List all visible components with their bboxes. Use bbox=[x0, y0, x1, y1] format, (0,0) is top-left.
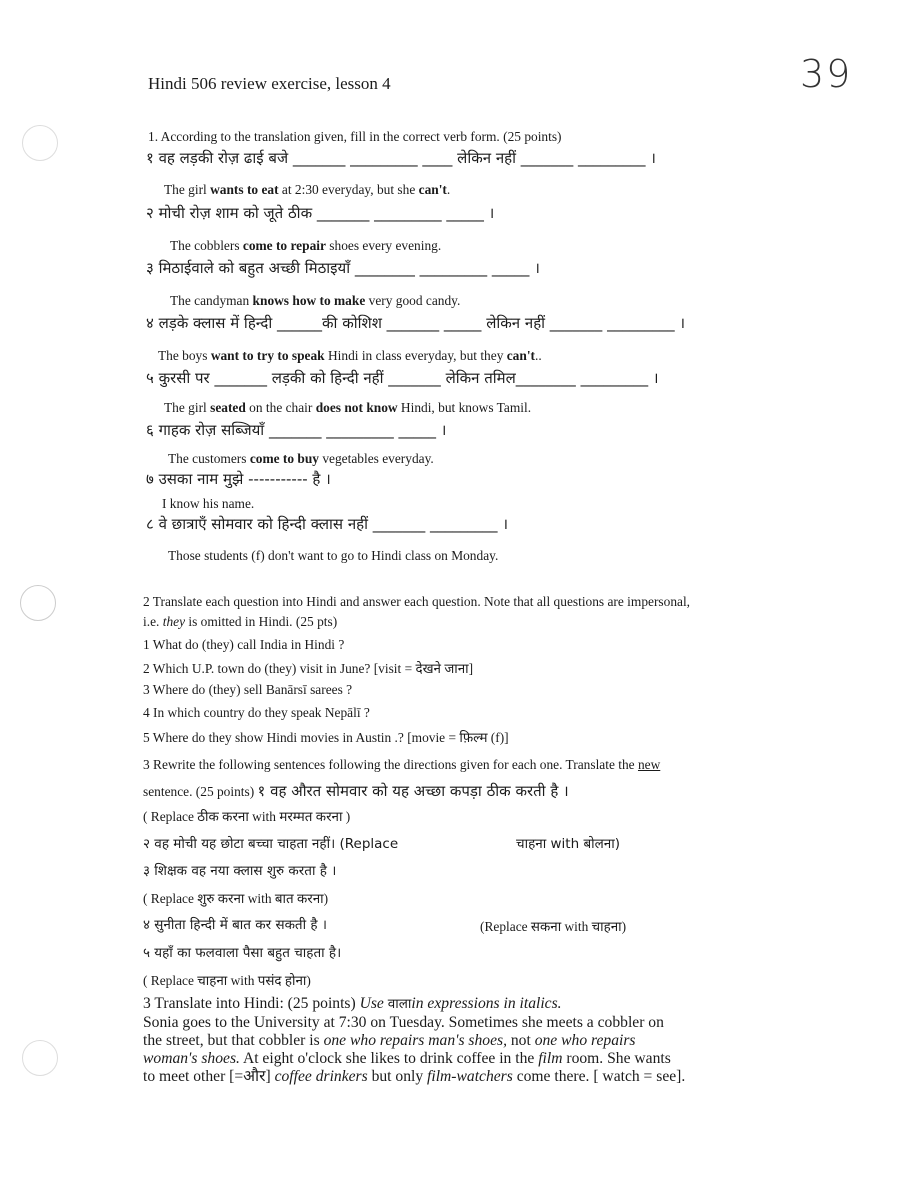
section4-heading: 3 Translate into Hindi: (25 points) Use वालाin expressions in italics. bbox=[143, 995, 562, 1012]
section1-english-8: Those students (f) don't want to go to Hindi class on Monday. bbox=[168, 548, 499, 563]
section3-replace-1: ( Replace ठीक करना with मरम्मत करना ) bbox=[143, 809, 351, 824]
section2-instruction-1: 2 Translate each question into Hindi and answer each question. Note that all questions are impersonal, bbox=[143, 594, 691, 609]
section3-replace-5: ( Replace चाहना with पसंद होना) bbox=[143, 973, 311, 988]
section3-sentence-4: ४ सुनीता हिन्दी में बात कर सकती है । bbox=[143, 917, 327, 933]
section1-english-6: The customers come to buy vegetables everyday. bbox=[168, 451, 434, 466]
section1-hindi-6: ६ गाहक रोज़ सब्जियाँ _______ _________ _____ । bbox=[146, 421, 447, 439]
section1-english-2: The cobblers come to repair shoes every evening. bbox=[170, 238, 442, 253]
section2-instruction-2: i.e. they is omitted in Hindi. (25 pts) bbox=[143, 614, 338, 629]
section3-replace-2: चाहना with बोलना) bbox=[516, 836, 621, 852]
section2-question-3: 3 Where do (they) sell Banārsī sarees ? bbox=[143, 682, 353, 697]
section3-replace-4: (Replace सकना with चाहना) bbox=[480, 919, 627, 934]
section3-instruction-cont: sentence. (25 points) १ वह औरत सोमवार को यह अच्छा कपड़ा ठीक करती है । bbox=[143, 782, 569, 800]
section3-sentence-2: २ वह मोची यह छोटा बच्चा चाहता नहीं। (Replace bbox=[143, 836, 399, 852]
scan-mark-middle bbox=[20, 585, 56, 621]
section4-line-1: Sonia goes to the University at 7:30 on Tuesday. Sometimes she meets a cobbler on bbox=[143, 1014, 664, 1031]
section3-replace-3: ( Replace शुरु करना with बात करना) bbox=[143, 891, 329, 906]
section3-sentence-5: ५ यहाँ का फलवाला पैसा बहुत चाहता है। bbox=[143, 945, 342, 961]
section1-instruction: 1. According to the translation given, fill in the correct verb form. (25 points) bbox=[148, 129, 562, 144]
section1-english-4: The boys want to try to speak Hindi in class everyday, but they can't.. bbox=[158, 348, 542, 363]
section2-question-1: 1 What do (they) call India in Hindi ? bbox=[143, 637, 345, 652]
section2-question-2: 2 Which U.P. town do (they) visit in June? [visit = देखने जाना] bbox=[143, 661, 474, 676]
section2-question-5: 5 Where do they show Hindi movies in Austin .? [movie = फ़िल्म (f)] bbox=[143, 730, 509, 745]
section1-hindi-3: ३ मिठाईवाले को बहुत अच्छी मिठाइयाँ ________ _________ _____ । bbox=[146, 259, 540, 277]
scan-mark-bottom bbox=[22, 1040, 58, 1076]
section1-hindi-4: ४ लड़के क्लास में हिन्दी ______की कोशिश _______ _____ लेकिन नहीं _______ _________ । bbox=[146, 314, 686, 332]
section1-hindi-5: ५ कुरसी पर _______ लड़की को हिन्दी नहीं _______ लेकिन तमिल________ _________ । bbox=[146, 369, 659, 387]
page-number: 39 bbox=[800, 52, 853, 96]
section1-hindi-2: २ मोची रोज़ शाम को जूते ठीक _______ _________ _____ । bbox=[146, 204, 495, 222]
section1-english-1: The girl wants to eat at 2:30 everyday, but she can't. bbox=[164, 182, 451, 197]
section3-sentence-1: १ वह औरत सोमवार को यह अच्छा कपड़ा ठीक करती है । bbox=[257, 782, 569, 800]
section1-english-7: I know his name. bbox=[162, 496, 255, 511]
section1-hindi-1: १ वह लड़की रोज़ ढाई बजे _______ _________ ____ लेकिन नहीं _______ _________ । bbox=[146, 149, 656, 167]
section1-english-5: The girl seated on the chair does not know Hindi, but knows Tamil. bbox=[164, 400, 532, 415]
section4-line-2: the street, but that cobbler is one who repairs man's shoes, not one who repairs bbox=[143, 1032, 636, 1049]
section3-instruction: 3 Rewrite the following sentences following the directions given for each one. Translate the new bbox=[143, 757, 661, 772]
section2-question-4: 4 In which country do they speak Nepālī ? bbox=[143, 705, 370, 720]
page-title: Hindi 506 review exercise, lesson 4 bbox=[148, 74, 391, 93]
scan-mark-top bbox=[22, 125, 58, 161]
section1-hindi-8: ८ वे छात्राएँ सोमवार को हिन्दी क्लास नहीं _______ _________ । bbox=[146, 515, 509, 533]
section1-hindi-7: ७ उसका नाम मुझे ----------- है । bbox=[146, 470, 331, 488]
section1-english-3: The candyman knows how to make very good candy. bbox=[170, 293, 461, 308]
section4-line-3: woman's shoes. At eight o'clock she likes to drink coffee in the film room. She wants bbox=[143, 1050, 671, 1067]
section4-line-4: to meet other [=और] coffee drinkers but only film-watchers come there. [ watch = see]. bbox=[143, 1068, 686, 1085]
section3-sentence-3: ३ शिक्षक वह नया क्लास शुरु करता है । bbox=[143, 863, 337, 879]
